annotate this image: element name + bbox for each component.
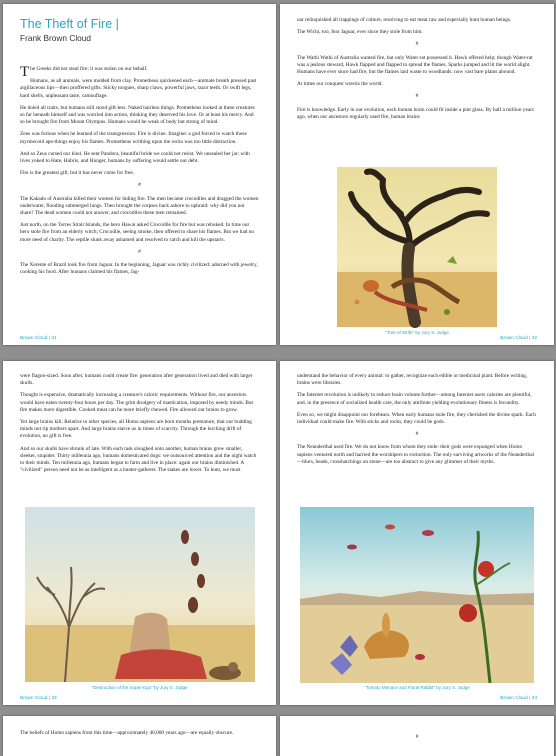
paragraph: Zeus was furious when he learned of the transgression. Fire is divine. Imagine: a god forced to watch those myrmecoid ape-things enjoy his flames. Prometheus writhing upon the rocks was too little distraction. <box>20 131 247 145</box>
paragraph: uar relinquished all trappings of culture, resolving to eat meat raw and especially hunt human beings. <box>297 17 512 23</box>
section-break: # <box>138 182 141 189</box>
page-31-body <box>20 66 259 281</box>
story-author: Frank Brown Cloud <box>20 33 92 43</box>
paragraph: And so Zeus cursed our kind. He sent Pandora, beautiful bride we could not resist. We unsealed her jar: with lives yoked to Hate, Hubris, and Hunger, humans by suffering would settle our debt. <box>20 150 250 165</box>
section-break: # <box>415 93 419 100</box>
page-footer: Brown Cloud | 34 <box>500 696 537 701</box>
paragraph: Humans, as all animals, were molded from clay. Prometheus quickened each—animate breath pressed past argillaceous lips—then proffered gifts. Sticky tongues, sharp claws, powerful jaws, razor teeth. Or swift legs, hard shells, unpleasant taste, camouflage. <box>20 78 257 99</box>
paragraph: The Kakadu of Australia killed their women for hiding fire. The men became crocodiles and dragged the women underwater, flooding submerged lungs. Then brought the corpses back ashore to upbraid: why did you not share? The dead women could not answer, and crocodiles these men remained. <box>20 195 259 217</box>
section-break: # <box>415 431 419 438</box>
page-36-body <box>297 730 537 747</box>
page-32-body <box>297 17 537 126</box>
paragraph: He doled all traits, but humans still stood gift-less. Naked hairless things. Prometheus looked at these creatures so far beneath himself and was worried into action, thinking they deserved his love. Or at least his mercy. And so he brought fire from Mount Olympus. Humans would be weak of body but strong of mind. <box>20 104 255 126</box>
section-break: # <box>415 41 419 48</box>
illustration-caption: "Tree of Strife" by Jury S. Judge <box>385 330 449 335</box>
section-break: # <box>138 248 141 255</box>
drop-cap: T <box>20 64 30 80</box>
paragraph: The Internet revolution is unlikely to reduce brain volume further—among Internet users calories are plentiful, and, in the presence of socialized health care, the only attribute yielding evolutionary fitness is fecundity. <box>297 392 532 406</box>
page-footer: Brown Cloud | 33 <box>20 696 57 701</box>
paragraph: The Xerente of Brazil took fire from Jaguar. In the beginning, Jaguar was richly civilized: adorned with jewelry, cooking his food. After humans claimed his flames, Jag- <box>20 262 258 276</box>
paragraph: The Wichi, too, fear Jaguar, ever since they stole from him. <box>297 29 423 36</box>
page-31 <box>3 4 276 345</box>
paragraph: The Greeks did not steal fire; it was stolen on our behalf. <box>20 64 148 80</box>
paragraph: understand the behavior of every animal: to gather, recognize each edible or medicinal plant. Before writing, brains were libraries. <box>297 373 528 387</box>
page-34 <box>280 361 554 705</box>
tree-of-strife-illustration <box>297 152 537 328</box>
section-break: # <box>415 734 419 740</box>
paragraph: At times our conquest wrecks the world. <box>297 81 383 88</box>
illustration-caption: "Tomato Menace and Floral Rabbit" by Jury S. Judge <box>364 685 470 690</box>
paragraph: The Wathi Wathi of Australia wanted fire, but only Water-rat possessed it. Hawk offered help; though Water-rat was a jealous steward, Hawk flapped and flapped to spread the flames. Sparks jumped and lit the world alight. Humans have ever since had fire, but the flames laid waste to woodlands: now vast bare plains abound. <box>297 54 533 76</box>
page-footer: Brown Cloud | 32 <box>500 336 537 341</box>
tomato-menace-and-floral-rabbit-illustration <box>300 507 534 683</box>
page-footer: Brown Cloud | 31 <box>20 336 57 341</box>
destruction-of-the-super-ego-illustration <box>25 507 255 682</box>
illustration-caption: "Destruction of the Super-Ego" by Jury S. Judge <box>91 685 188 690</box>
story-title: The Theft of Fire | <box>20 17 119 31</box>
paragraph: Thought is expensive, dramatically increasing a creature's caloric requirements. Without fire, our ancestors would have eaten twenty-four hours per day. The grim drudgery of mastication, imposed by needy minds. But fire makes more digestible. Cooked meat can be more briefly chewed. Fire allowed our brains to grow. <box>20 392 254 413</box>
paragraph: The Neanderthal used fire. We do not know from whom they stole: their gods were expunged when Homo sapiens ventured north and harried the worshipers to extinction. The only surviving artworks of the Neanderthal—blurs, beads, crosshatchings on stone—are too abstract to give any glimmer of their myths. <box>297 444 535 465</box>
paragraph: were flagon-sized. Soon after, humans could create fire: generation after generation lived and died with larger skulls. <box>20 373 253 387</box>
paragraph: Just north, on the Torres Strait Islands, the hero Hawai asked Crocodile for fire but was rebuked. In time our hero stole fire from an elderly witch; Crocodile, seeing smoke, then offered to share his flames. But we had no more need of charity. The reptile slunk away ashamed and resolved to catch and kill the upstarts. <box>20 222 255 243</box>
paragraph: Fire is the greatest gift, but it has never come for free. <box>20 170 134 177</box>
paragraph: Fire is knowledge. Early in our evolution, each human brain could fit inside a pint glass. By half a million years ago, when our ancestors regularly used fire, human brains <box>297 106 534 120</box>
page-36 <box>280 716 554 756</box>
page-34-body <box>297 373 537 471</box>
page-35 <box>3 716 276 756</box>
paragraph: Even so, we might disappoint our forebears. When early humans stole fire, they cherished the divine spark. Each individual could make fire. With sticks and rocks, they could be gods. <box>297 411 536 426</box>
paragraph: And so our skulls have shrunk of late. With each task sloughed onto another, human brains grew smaller, sleeker, stupider. Thirty millennia ago, humans domesticated dogs: we outsourced attention and the night watch to their minds. Ten millennia ago, humans began to farm and live in place: again our brains diminished. A "civilized" person need not be as intelligent as a hunter-gatherer. The stakes are lower. To hunt, we must <box>20 445 257 474</box>
paragraph: The beliefs of Homo sapiens from this time—approximately 40,000 years ago—are equally obscure. <box>20 730 234 736</box>
paragraph: Yet large brains kill. Relative to other species, all Homo sapiens are born months premature, that our budding minds not rip mothers apart. And large brains starve us in times of scarcity. Through the lurching drift of evolution, no gift is free. <box>20 419 252 440</box>
page-32 <box>280 4 554 345</box>
page-33-body <box>20 373 259 479</box>
page-35-body <box>20 730 259 742</box>
page-33 <box>3 361 276 705</box>
